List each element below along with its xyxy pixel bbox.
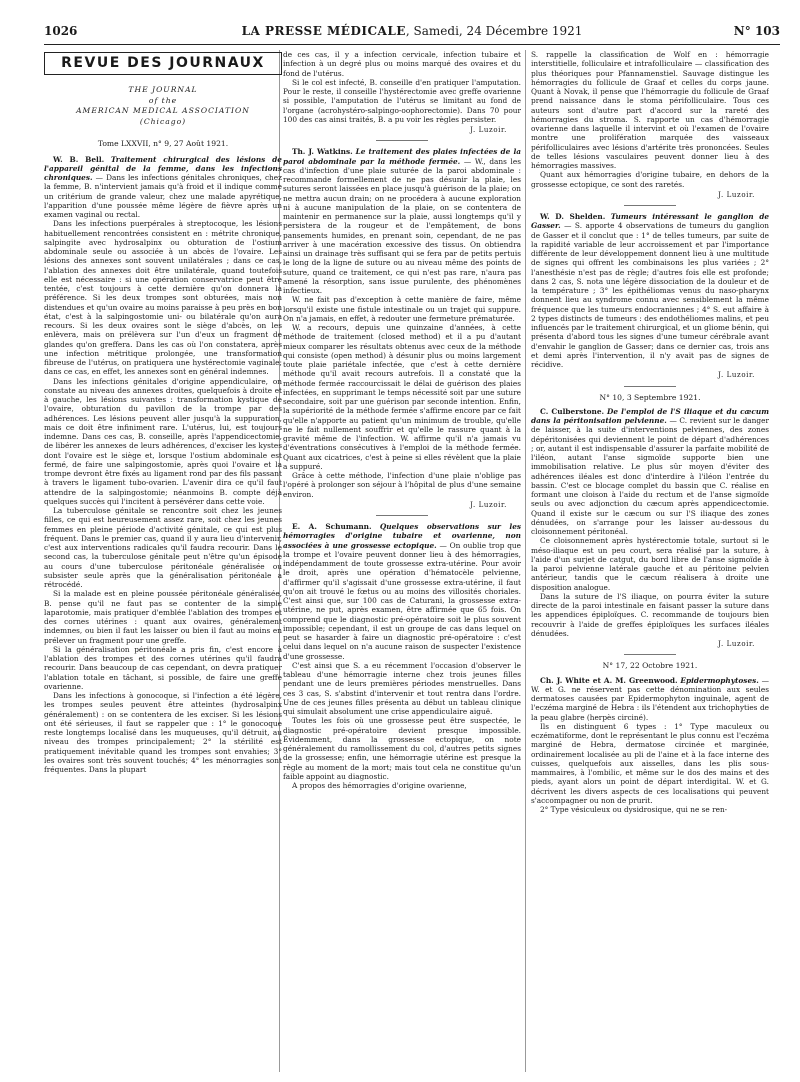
- article-divider: [624, 386, 676, 387]
- article-text: — W., dans les cas d'infection d'une plaie suturée de la paroi abdominale : recommande formellement de ne pas désunir la plaie, les sutures seront laissées en place jusqu'à guérison de la plaie; on ne mettra aucun drain; on ne procédera à aucune exploration ni à aucune manipulation de la plaie, on se contentera de maintenir en permanence sur la plaie, aussi longtemps qu'il y persistera de la rougeur et de l'empâtement, de bons pansements humides, en prenant soin, cependant, de ne pas arriver à une macération excessive des tissus. On obtiendra ainsi un drainage très suffisant qui se fera par de petits pertuis le long de la ligne de suture ou au niveau même des points de suture, quand ce traitement, ce qui n'est pas rare, n'aura pas amené la résorption, sans issue purulente, des phénomènes infectieux.: [283, 156, 521, 295]
- article-title: Epidermophytoses.: [680, 675, 759, 685]
- article-heading: [44, 155, 282, 220]
- signature: J. Luzoir.: [470, 126, 507, 134]
- issue-number: N° 103: [733, 24, 780, 38]
- column-separator: [525, 50, 526, 1072]
- page-header: [44, 24, 780, 42]
- article-title: Traitement chirurgical des lésions de l'appareil génital de la femme, dans les infections chroniques.: [44, 154, 282, 182]
- article-heading: [531, 407, 769, 537]
- journal-title: LA PRESSE MÉDICALE: [241, 24, 406, 38]
- page-number: 1026: [44, 24, 78, 38]
- journal-name: [44, 85, 282, 127]
- article-heading: [531, 676, 769, 722]
- journal-city: (Chicago): [139, 116, 187, 126]
- article-heading: [283, 522, 521, 661]
- article-paragraph: Dans les infections puerpérales à streptocoque, les lésions habituellement rencontrées consistent en : métrite chronique, salpingite avec hydrosalpinx ou obturation de l'ostium abdominale seule ou associée à un abcès de l'ovaire. Les lésions des annexes sont souvent unilatérales ; dans ce cas, l'ablation des annexes doit être unilatérale, quand toutefois elle est nécessaire : si une opération conservatrice peut être tentée, c'est toujours à cette dernière qu'on donnera la préférence. Si les deux trompes sont obturées, mais non distendues et qu'un ovaire au moins paraisse à peu près en bon état, c'est à la salpingostomie uni- ou bilatérale qu'on aura recours. Si les deux ovaires sont le siège d'abcès, on les enlèvera, mais on prélèvera sur l'un d'eux un fragment de glandes qu'on greffera. Dans les cas où l'on constatera, après une infection métritique prolongée, une transformation fibreuse de l'utérus, on pratiquera une hystérectomie vaginale; dans ce cas, en effet, les annexes sont en général indemnes.: [44, 219, 282, 377]
- article-paragraph: Si la malade est en pleine poussée péritonéale généralisée, B. pense qu'il ne faut pas se contenter de la simple laparotomie, mais pratiquer d'emblée l'ablation des trompes et des cornes utérines : quant aux ovaires, généralement indemnes, ou bien il faut les laisser ou bien il faut au moins en prélever un fragment pour une greffe.: [44, 589, 282, 645]
- column-3: [531, 50, 769, 1075]
- article-text: — C. revient sur le danger de laisser, à la suite d'interventions pelviennes, des zones dépéritonisées qui deviennent le point de départ d'adhérences ; or, autant il est indispensable d'assurer la parfaite mobilité de l'iléon, autant l'anse sigmoïde supporte bien une immobilisation relative. Le plus sûr moyen d'éviter des adhérences iléales est donc d'interdire à l'iléon l'entrée du bassin. C'est ce blocage complet du bassin que C. réalise en formant une cloison à l'aide du rectum et de l'anse sigmoïde seuls ou avec adjonction du cæcum après appendicectomie. Quand il existe sur le cæcum ou sur l'S iliaque des zones dénudées, on s'arrange pour les laisser au-dessous du cloisonnement péritonéal.: [531, 416, 769, 536]
- article-paragraph: W. ne fait pas d'exception à cette manière de faire, même lorsqu'il existe une fistule intestinale ou un trajet qui suppure. On n'a jamais, en effet, à redouter une fermeture prématurée.: [283, 295, 521, 323]
- article-author: Ch. J. White et A. M. Greenwood.: [540, 675, 678, 685]
- column-1: [44, 50, 282, 1075]
- article-title: Quelques observations sur les hémorragies d'origine tubaire et ovarienne, non associées à une grossesse ectopique.: [283, 522, 521, 550]
- issue-subheading: N° 10, 3 Septembre 1921.: [599, 392, 701, 402]
- article-author: E. A. Schumann.: [292, 522, 372, 531]
- article-paragraph: A propos des hémorragies d'origine ovarienne,: [292, 781, 467, 790]
- signature: J. Luzoir.: [718, 371, 755, 380]
- article-paragraph: Si le col est infecté, B. conseille d'en pratiquer l'amputation. Pour le reste, il conseille l'hystérectomie avec greffe ovarienne si possible, l'amputation de l'utérus se limitant au fond de l'organe (acrohystéro-salpingo-oophorectomie). Dans 70 pour 100 des cas ainsi traités, B. a pu voir les règles persister.: [283, 77, 521, 124]
- article-paragraph: Toutes les fois où une grossesse peut être suspectée, le diagnostic pré-opératoire devient presque impossible. Évidemment, dans la grossesse ectopique, on note généralement du ramollissement du col, d'autres petits signes de la grossesse; enfin, une hémorragie utérine est presque la règle au moment de la mort; mais tout cela ne constitue qu'un faible appoint au diagnostic.: [283, 716, 521, 781]
- article-heading: [283, 147, 521, 295]
- running-title: [44, 24, 780, 38]
- article-divider: [376, 515, 428, 516]
- article-paragraph: W. a recours, depuis une quinzaine d'années, à cette méthode de traitement (closed method) et il a pu d'autant mieux comparer les résultats obtenus avec ceux de la méthode qui consiste (open method) à désunir plus ou moins largement toute plaie pariétale infectée, que c'est à cette dernière méthode qu'il avait recours autrefois. Il a constaté que la méthode fermée raccourcissait le délai de guérison des plaies infectées, en supprimant le temps nécessité soit par une suture secondaire, soit par une guérison par seconde intention. Enfin, la supériorité de la méthode fermée s'affirme encore par ce fait qu'elle n'apporte au patient qu'un minimum de trouble, qu'elle ne le fait nullement souffrir et qu'elle le rassure quant à la gravité même de l'infection. W. affirme qu'il n'a jamais vu d'éventrations consécutives à l'emploi de la méthode fermée. Quant aux cicatrices, c'est à peine si elles révèlent que la plaie a suppuré.: [283, 323, 521, 471]
- article-title: De l'emploi de l'S iliaque et du cæcum dans la péritonisation pelvienne.: [531, 406, 769, 425]
- article-paragraph: Si la généralisation péritonéale a pris fin, c'est encore à l'ablation des trompes et des cornes utérines qu'il faudra recourir. Dans beaucoup de cas cependant, on devra pratiquer l'ablation totale en tâchant, si possible, de faire une greffe ovarienne.: [44, 644, 282, 691]
- signature: J. Luzoir.: [718, 190, 755, 199]
- article-paragraph: S. rappelle la classification de Wolf en : hémorragie interstitielle, folliculaire et intrafolliculaire — classification des plus théoriques pour Pfannamenstiel. Sauvage distingue les hémorragies du follicule de Graaf et celles du corps jaune. Quant à Novak, il pense que l'hémorragie du follicule de Graaf prend naissance dans le stoma périfolliculaire. Tous ces auteurs sont d'autre part d'accord sur la rareté des hémorragies du stroma. S. rapporte un cas d'hémorragie ovarienne dans laquelle il intervint et où l'examen de l'ovaire montre une prolifération marquée des vaisseaux périfolliculaires avec lésions d'artérite très prononcées. Seules de telles lésions vasculaires peuvent donner lieu à des hémorragies massives.: [531, 50, 769, 170]
- article-paragraph: Dans les infections génitales d'origine appendiculaire, on constate au niveau des annexes droites, quelquefois à droite et à gauche, les lésions suivantes : transformation kystique de l'ovaire, obturation du pavillon de la trompe par des adhérences. Les lésions peuvent aller jusqu'à la suppuration, mais ce doit être infiniment rare. L'utérus, lui, est toujours indemne. Dans ces cas, B. conseille, après l'appendicectomie, de libérer les annexes de leurs adhérences, d'exciser les kystes dont l'ovaire est le siège et, lorsque l'ostium abdominale est fermé, de faire une salpingostomie, après quoi l'ovaire et la trompe devront être fixés au ligament rond par des fils passant à travers le ligament tubo-ovarien. L'avenir dira ce qu'il faut attendre de la salpingostomie; néanmoins B. compte déjà quelques succès qui l'incitent à persévérer dans cette voie.: [44, 376, 282, 506]
- article-paragraph: La tuberculose génitale se rencontre soit chez les jeunes filles, ce qui est heureusement assez rare, soit chez les jeunes femmes en pleine période d'activité génitale, ce qui est plus fréquent. Dans le premier cas, quand il y aura lieu d'intervenir, c'est aux interventions radicales qu'il faudra recourir. Dans le second cas, la tuberculose génitale peut n'être qu'un épisode au cours d'une tuberculose péritonéale généralisée ou subsister seule après que la généralisation péritonéale a rétrocédé.: [44, 506, 282, 589]
- article-text: — On oublie trop que la trompe et l'ovaire peuvent donner lieu à des hémorragies, indépendamment de toute grossesse extra-utérine. Pour avoir le droit, après une opération d'hématocèle pelvienne, d'affirmer qu'il s'agissait d'une grossesse extra-utérine, il faut qu'on ait trouvé le fœtus ou au moins des villosités choriales. C'est ainsi que, sur 100 cas de Caturani, la grossesse extra-utérine, ne put, après examen, être affirmée que 65 fois. On comprend que le diagnostic pré-opératoire soit le plus souvent impossible; cependant, il est un groupe de cas dans lequel on peut se hasarder à faire un diagnostic pré-opératoire : c'est celui dans lequel on n'a aucune raison de suspecter l'existence d'une grossesse.: [283, 540, 521, 661]
- article-heading: [531, 212, 769, 369]
- article-title: Le traitement des plaies infectées de la paroi abdominale par la méthode fermée.: [283, 147, 521, 166]
- section-title-box: REVUE DES JOURNAUX: [44, 52, 282, 75]
- journal-name-line: THE JOURNAL: [128, 85, 198, 95]
- column-2: [283, 50, 521, 1075]
- article-paragraph: Dans les infections à gonocoque, si l'infection a été légère, les trompes seules peuvent être atteintes (hydrosalpinx généralement) : on se contentera de les exciser. Si les lésions ont été sérieuses, il faut se rappeler que : 1° le gonocoque reste longtemps localisé dans les muqueuses, qu'il détruit, au niveau des trompes principalement; 2° la stérilité est pratiquement inévitable quand les trompes sont envahies; 3° les ovaires sont très souvent touchés; 4° les ménorragies sont fréquentes. Dans la plupart: [44, 691, 282, 774]
- article-divider: [624, 654, 676, 655]
- article-text: — S. apporte 4 observations de tumeurs du ganglion de Gasser et il conclut que : 1° de telles tumeurs, par suite de la rapidité variable de leur accroissement et par l'importance différente de leur développement donnent lieu à une multitude de signes qui offrent les combinaisons les plus variées ; 2° l'anesthésie n'est pas de règle; d'autres fois elle est profonde; dans 2 cas, S. nota une légère dissociation de la douleur et de la température ; 3° les épithéliomas venus du naso-pharynx donnent lieu au syndrome connu avec sensiblement la même fréquence que les tumeurs endocraniennes ; 4° S. eut affaire à 2 types distincts de tumeurs : des endothéliomes malins, et peu influencés par le traitement chirurgical, et un gliome bénin, qui présenta d'abord tous les signes d'une tumeur cérébrale avant d'envahir le ganglion de Gasser; dans ce dernier cas, trois ans et demi après l'intervention, il n'y avait pas de signes de récidive.: [531, 221, 769, 369]
- article-paragraph: Quant aux hémorragies d'origine tubaire, en dehors de la grossesse ectopique, ce sont des raretés.: [531, 170, 769, 189]
- article-paragraph: C'est ainsi que S. a eu récemment l'occasion d'observer le tableau d'une hémorragie interne chez trois jeunes filles pendant une de leurs premières périodes menstruelles. Dans ces 3 cas, S. s'abstint d'intervenir et tout rentra dans l'ordre. Une de ces jeunes filles présenta au début un tableau clinique qui simulait absolument une crise appendiculaire aiguë.: [283, 660, 521, 716]
- article-author: Th. J. Watkins.: [292, 147, 353, 157]
- article-paragraph: Ils en distinguent 6 types : 1° Type maculeux ou eczématiforme, dont le représentant le plus connu est l'eczéma marginé de Hebra, dermatose circinée et marginée, ordinairement localisée au pli de l'aine et à la face interne des cuisses, quelquefois aux aisselles, dans les plis sous-mammaires, à l'ombilic, et même sur le dos des mains et des pieds, ayant alors un point de départ interdigital. W. et G. décrivent les divers aspects de ces localisations qui peuvent s'accompagner ou non de prurit.: [531, 721, 769, 805]
- article-author: W. D. Shelden.: [540, 212, 606, 221]
- journal-name-line: of the: [148, 95, 178, 105]
- article-text: — W. et G. ne réservent pas cette dénomination aux seules dermatoses causées par Epidermophyton inguinale, agent de l'eczéma marginé de Hebra : ils l'étendent aux trichophyties de la peau glabre (herpès circiné).: [531, 675, 769, 722]
- volume-line: Tome LXXVII, n° 9, 27 Août 1921.: [97, 139, 229, 149]
- article-paragraph: 2° Type vésiculeux ou dysidrosique, qui ne se ren-: [540, 805, 728, 814]
- signature: J. Luzoir.: [470, 500, 507, 509]
- journal-name-line: AMERICAN MEDICAL ASSOCIATION: [76, 106, 250, 116]
- article-paragraph: Grâce à cette méthode, l'infection d'une plaie n'oblige pas l'opéré à prolonger son séjour à l'hôpital de plus d'une semaine environ.: [283, 471, 521, 499]
- article-paragraph: Ce cloisonnement après hystérectomie totale, surtout si le méso-iliaque est un peu court, sera réalisé par la suture, à l'aide d'un surjet de catgut, du bord libre de l'anse sigmoïde à la paroi pelvienne latérale gauche et au péritoine pelvien antérieur, tandis que le cæcum réalisera à droite une disposition analogue.: [531, 536, 769, 592]
- issue-subheading: N° 17, 22 Octobre 1921.: [602, 661, 698, 671]
- article-title: Tumeurs intéressant le ganglion de Gasser.: [531, 212, 769, 231]
- article-paragraph: Dans la suture de l'S iliaque, on pourra éviter la suture directe de la paroi intestinale en faisant passer la suture dans les appendices épiploïques. C. recommande de toujours bien recouvrir à l'aide de greffes épiploïques les surfaces iléales dénudées.: [531, 591, 769, 638]
- article-author: C. Culberstone.: [540, 406, 605, 416]
- issue-date: , Samedi, 24 Décembre 1921: [405, 24, 583, 38]
- article-divider: [376, 140, 428, 141]
- header-rule: [44, 44, 780, 45]
- article-author: W. B. Bell.: [53, 154, 105, 164]
- article-text: — Dans les infections génitales chroniques, chez la femme, B. n'intervient jamais qu'à froid et il indique comme un critérium de grande valeur, chez une malade apyrétique, l'apparition d'une poussée même légère de fièvre après un examen vaginal ou rectal.: [44, 173, 282, 219]
- article-paragraph: de ces cas, il y a infection cervicale, infection tubaire et infection à un degré plus ou moins marqué des ovaires et du fond de l'utérus.: [283, 50, 521, 78]
- article-divider: [624, 205, 676, 206]
- signature: J. Luzoir.: [718, 640, 755, 648]
